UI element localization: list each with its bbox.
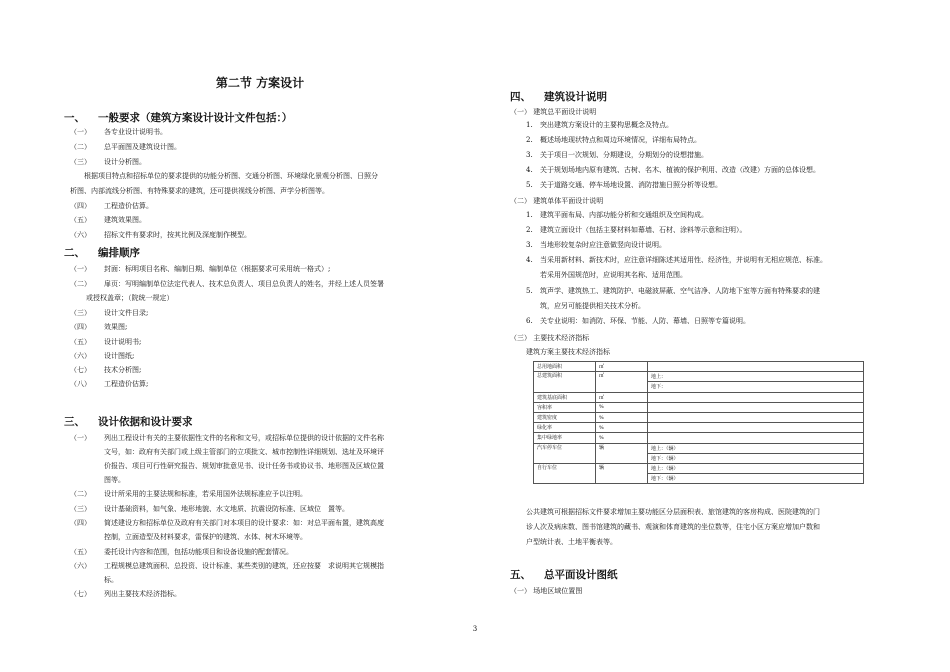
list-item [70,280,384,289]
item-text: 扉页：写明编制单位法定代表人、技术总负责人、项目总负责人的姓名，并经上述人员签署 [104,280,384,288]
item-text: 工程规模总建筑面积、总投资、设计标准、某些类别的建筑，还应按要 求说明其它规模指 [104,562,384,570]
indicator-table [533,361,864,484]
item-label: （五） [70,338,91,346]
section-title: 编排顺序 [98,247,140,259]
list-item [70,202,153,211]
list-item [70,216,146,225]
paragraph-line: 公共建筑可根据招标文件要求增加主要功能区分层面积表、旅馆建筑的客房构成、医院建筑的门 [526,508,820,516]
item-label: （三） [70,505,91,513]
list-item [70,519,384,528]
item-text: 设计图纸; [104,352,135,360]
item-label: （三） [70,158,91,166]
list-item [70,366,141,375]
table-cell: 辆 [596,443,648,463]
item-text: 筑声学、建筑热工、建筑防护、电磁波屏蔽、空气洁净、人防地下室等方面有特殊要求的建 [540,287,820,295]
numbered-item [526,226,747,235]
numbered-item [526,256,827,265]
paragraph-line: 根据项目特点和招标单位的要求提供的功能分析图、交通分析图、环境绿化景观分析图、日照分 [84,172,378,180]
item-text: 关于道路交通、停车场地设置、消防措施日照分析等设想。 [540,181,722,189]
table-cell [648,423,864,433]
table-cell [648,402,864,412]
item-label: （六） [70,562,91,570]
item-number: 1. [526,121,533,129]
item-text: 工程造价估算; [104,380,149,388]
subsection-heading: （二） 建筑单体平面设计说明 [510,197,604,205]
item-text: 总平面图及建筑设计图。 [104,143,181,151]
item-text: 设计分析图。 [104,158,146,166]
section-number: 五、 [510,569,531,581]
item-label: （四） [70,519,91,527]
item-text: 当地形较复杂时应注意做竖向设计说明。 [540,241,666,249]
table-cell: 总建筑面积 [534,372,596,392]
table-cell: ㎡ [596,362,648,372]
list-item [70,338,141,347]
section-3-heading [64,414,193,429]
numbered-item [526,287,820,296]
table-cell: % [596,412,648,422]
item-text: 关于项目一次规划、分期建设，分期划分的设想措施。 [540,151,708,159]
item-label: （四） [70,202,91,210]
list-item [70,380,148,389]
item-label: （二） [70,490,91,498]
item-label: （八） [70,380,91,388]
list-item [70,490,307,499]
table-row [534,392,864,402]
section-2-heading [64,245,140,260]
item-text: 招标文件有要求时，按其比例及深度制作模型。 [104,231,251,239]
list-item [70,309,148,318]
item-number: 2. [526,136,533,144]
table-cell: 建筑基底面积 [534,392,596,402]
table-row [534,372,864,382]
table-row [534,402,864,412]
section-title: 总平面设计图纸 [544,569,618,581]
item-text: 突出建筑方案设计的主要构思概念及特点。 [540,121,673,129]
table-cell: % [596,433,648,443]
item-label: （三） [70,309,91,317]
item-text: 关专业说明：如消防、环保、节能、人防、幕墙、日照等专篇说明。 [540,317,750,325]
item-number: 4. [526,166,533,174]
table-cell [648,362,864,372]
table-cell [648,412,864,422]
item-label: （七） [70,590,91,598]
list-item [70,434,384,443]
paragraph-line: 或授权盖章；（院统一规定） [86,294,174,302]
item-text: 简述建设方和招标单位及政府有关部门对本项目的设计要求：如：对总平面布置，建筑高度 [104,519,384,527]
numbered-item [526,151,708,160]
table-cell: 地上： [648,372,864,382]
item-text: 概述场地现状特点和周边环境情况，详细布局特点。 [540,136,701,144]
item-text: 委托设计内容和范围，包括功能项目和设备设施的配套情况。 [104,548,293,556]
item-number: 2. [526,226,533,234]
item-text: 列出主要技术经济指标。 [104,590,181,598]
list-item [70,505,349,514]
paragraph-line: 文号，如：政府有关部门或上级主管部门的立项批文、城市控制性详细规划、选址及环境评 [104,448,384,456]
item-label: （二） [70,280,91,288]
table-cell: 地下： [648,382,864,392]
numbered-item [526,136,701,145]
table-cell: 汽车停车位 [534,443,596,463]
numbered-item [526,211,708,220]
item-text: 工程造价估算。 [104,202,153,210]
table-cell: 地上：（辆） [648,443,864,453]
section-1-heading [64,110,292,125]
page-number: 3 [472,625,478,633]
item-number: 5. [526,181,533,189]
table-cell: ㎡ [596,372,648,392]
item-label: （六） [70,352,91,360]
subsection-heading: （三） 主要技术经济指标 [510,334,590,342]
subsection-heading: （一） 建筑总平面设计说明 [510,108,597,116]
item-text: 设计说明书; [104,338,142,346]
item-label: （二） [70,143,91,151]
numbered-item [526,317,750,326]
section-number: 四、 [510,91,531,103]
item-number: 3. [526,151,533,159]
list-item [70,128,167,137]
item-label: （七） [70,366,91,374]
item-label: （六） [70,231,91,239]
item-text: 效果图; [104,323,128,331]
list-item [70,231,251,240]
table-cell: 集中绿地率 [534,433,596,443]
item-text: 当采用新材料、新技术时，应注意详细陈述其适用性、经济性，并说明有无相应规范、标准。 [540,256,827,264]
table-cell: 地下：（辆） [648,474,864,484]
item-label: （一） [70,128,91,136]
item-text: 关于规划场地内原有建筑、古树、名木、植被的保护利用、改造（改建）方面的总体设想。 [540,166,820,174]
table-row [534,463,864,473]
numbered-item [526,166,820,175]
item-text: 技术分析图; [104,366,142,374]
item-text: 各专业设计说明书。 [104,128,167,136]
paragraph-line: 若采用外国规范时，应说明其名称、适用范围。 [540,271,687,279]
item-text: 设计文件目录; [104,309,149,317]
paragraph-line: 价报告、项目可行性研究报告、规划审批意见书、设计任务书或协议书、地形图及区域位置 [104,462,384,470]
table-cell: 自行车位 [534,463,596,483]
table-cell [648,433,864,443]
section-number: 一、 [64,112,85,124]
section-4-heading [510,89,607,104]
item-text: 建筑立面设计（包括主要材料如幕墙、石材、涂料等示意和注明）。 [540,226,747,234]
item-text: 建筑平面布局、内部功能分析和交通组织及空间构成。 [540,211,708,219]
list-item [70,562,384,571]
paragraph-line: 控制，立面造型及材料要求，雷保护的建筑、水体、树木环境等。 [104,533,307,541]
item-label: （四） [70,323,91,331]
section-number: 二、 [64,247,85,259]
item-number: 1. [526,211,533,219]
section-title: 一般要求（建筑方案设计设计文件包括：） [98,112,293,124]
numbered-item [526,241,666,250]
paragraph-line: 析图、内部流线分析图、有特殊要求的建筑，还可提供视线分析图、声学分析图等。 [70,187,329,195]
table-cell: 容积率 [534,402,596,412]
table-cell: 建筑密度 [534,412,596,422]
section-number: 三、 [64,416,85,428]
item-number: 4. [526,256,533,264]
table-row [534,362,864,372]
item-text: 设计基础资料，如气象、地形地貌、水文地质、抗震设防标准、区域位 置等。 [104,505,349,513]
table-cell: % [596,402,648,412]
list-item [70,265,330,274]
numbered-item [526,121,673,130]
item-label: （一） [70,434,91,442]
table-cell: ㎡ [596,392,648,402]
table-cell: % [596,423,648,433]
section-title: 设计依据和设计要求 [98,416,193,428]
paragraph-line: 标。 [104,576,118,584]
section-5-heading [510,567,618,582]
paragraph-line: 图等。 [104,476,125,484]
page-title: 第二节 方案设计 [215,76,305,90]
table-cell: 地下：（辆） [648,453,864,463]
item-text: 建筑效果图。 [104,216,146,224]
item-text: 列出工程设计有关的主要依据性文件的名称和文号，或招标单位提供的设计依据的文件名称 [104,434,384,442]
list-item [70,158,146,167]
item-label: （五） [70,216,91,224]
table-row [534,443,864,453]
table-cell: 绿化率 [534,423,596,433]
table-cell [648,392,864,402]
table-cell: 辆 [596,463,648,483]
subsection-heading: （一） 场地区域位置图 [510,587,583,595]
table-row [534,412,864,422]
table-row [534,423,864,433]
item-number: 6. [526,317,533,325]
list-item [70,143,181,152]
table-cell: 总用地面积 [534,362,596,372]
item-number: 3. [526,241,533,249]
table-cell: 地上：（辆） [648,463,864,473]
item-label: （五） [70,548,91,556]
item-text: 设计所采用的主要法规和标准，若采用国外法规标准应予以注明。 [104,490,307,498]
list-item [70,590,181,599]
list-item [70,352,134,361]
item-label: （一） [70,265,91,273]
list-item [70,548,293,557]
paragraph-line: 筑，应另可能提供相关技术分析。 [540,302,645,310]
item-text: 封面：标明项目名称、编制日期、编制单位（根据要求可采用统一格式）; [104,265,331,273]
paragraph-line: 诊人次及病床数、图书馆建筑的藏书、观演和体育建筑的坐位数等，住宅小区方案应增加户数和 [526,523,820,531]
section-title: 建筑设计说明 [544,91,607,103]
item-number: 5. [526,287,533,295]
paragraph-line: 户型统计表、土地平衡表等。 [526,538,617,546]
table-title: 建筑方案主要技术经济指标 [526,348,610,356]
table-row [534,433,864,443]
list-item [70,323,127,332]
numbered-item [526,181,722,190]
